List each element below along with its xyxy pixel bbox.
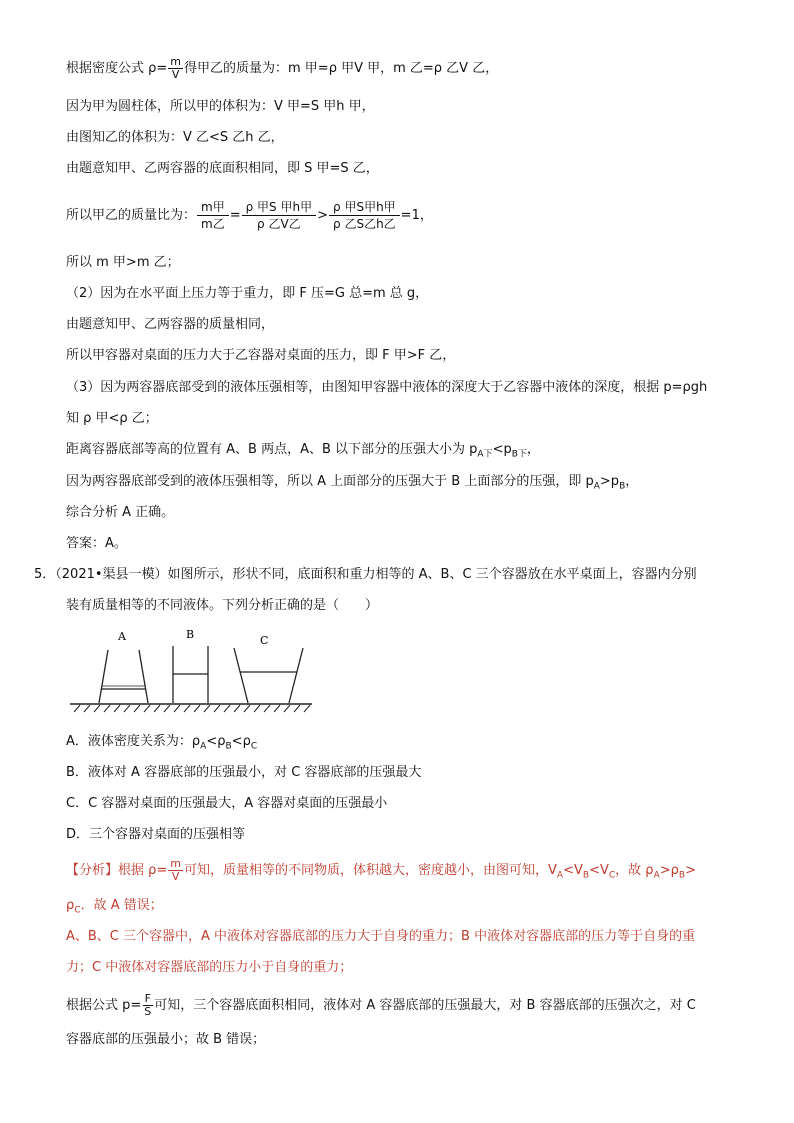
option-d: D．三个容器对桌面的压强相等 bbox=[66, 827, 246, 842]
analysis-line-2: $\rho_C$．故 A 错误； bbox=[66, 898, 163, 916]
analysis-tag: 【分析】 bbox=[66, 863, 119, 878]
fraction-mass-ratio: $\frac{\text{m甲}}{\text{m乙}}$ bbox=[197, 199, 229, 232]
text-line-3: 由图知乙的体积为：V 乙<S 乙h 乙， bbox=[66, 130, 284, 145]
fraction-f-over-s: $\frac{F}{S}$ bbox=[144, 992, 152, 1018]
text-line-1: 根据密度公式 ρ= $\frac{m}{V}$ 得甲乙的质量为：m 甲=ρ 甲V 甲，m 乙=ρ 乙V 乙， bbox=[66, 55, 499, 81]
containers-figure bbox=[68, 626, 314, 716]
text-line-8: 由题意知甲、乙两容器的质量相同， bbox=[66, 317, 275, 332]
container-c bbox=[234, 648, 303, 703]
text-line-2: 因为甲为圆柱体，所以甲的体积为：V 甲=S 甲h 甲， bbox=[66, 99, 375, 114]
text-line-10: （3）因为两容器底部受到的液体压强相等，由图知甲容器中液体的深度大于乙容器中液体的深度，根据 p=ρgh bbox=[66, 380, 708, 395]
option-c: C．C 容器对桌面的压强最大，A 容器对桌面的压强最小 bbox=[66, 796, 388, 811]
text-line-12: 距离容器底部等高的位置有 A、B 两点，A、B 以下部分的压强大小为 $p_{A下}<p_{B下}$， bbox=[66, 442, 540, 460]
text-line-4: 由题意知甲、乙两容器的底面积相同，即 S 甲=S 乙， bbox=[66, 161, 379, 176]
answer-line: 答案：A。 bbox=[66, 536, 127, 551]
fraction-density-area-height: $\frac{\text{ρ 甲S甲h甲}}{\text{ρ 乙S乙h乙}}$ bbox=[329, 199, 400, 232]
analysis-line-1: 【分析】根据 ρ= $\frac{m}{V}$ 可知，质量相等的不同物质，体积越大，密度越小，由图可知，$V_A<V_B<V_C$，故 $\rho_A>\rho_B>$ bbox=[66, 857, 696, 883]
analysis-line-3: A、B、C 三个容器中，A 中液体对容器底部的压力大于自身的重力；B 中液体对容器底部的压力等于自身的重 bbox=[66, 929, 696, 944]
option-b: B．液体对 A 容器底部的压强最小，对 C 容器底部的压强最大 bbox=[66, 765, 422, 780]
text-line-14: 综合分析 A 正确。 bbox=[66, 505, 175, 520]
analysis-line-5: 根据公式 p= $\frac{F}{S}$ 可知，三个容器底面积相同，液体对 A 容器底部的压强最大，对 B 容器底部的压强次之，对 C bbox=[66, 992, 696, 1018]
fraction-density-volume: $\frac{\text{ρ 甲S 甲h甲}}{\text{ρ 乙V乙}}$ bbox=[242, 199, 316, 232]
container-b bbox=[173, 646, 208, 703]
fraction-m-over-v: $\frac{m}{V}$ bbox=[170, 55, 181, 81]
analysis-line-4: 力；C 中液体对容器底部的压力小于自身的重力； bbox=[66, 960, 353, 975]
text-line-7: （2）因为在水平面上压力等于重力，即 F 压=G 总=m 总 g， bbox=[66, 286, 429, 301]
analysis-line-6: 容器底部的压强最小；故 B 错误； bbox=[66, 1032, 266, 1047]
text-line-5-mass-ratio: 所以甲乙的质量比为： $\frac{\text{m甲}}{\text{m乙}}$ = $\frac{\text{ρ 甲S 甲h甲}}{\text{ρ 乙V乙}}$ > $\frac{\text{ρ 甲S甲h甲}}{\text{ρ 乙S乙h乙}}$ =1， bbox=[66, 200, 433, 231]
question-5-line-2: 装有质量相等的不同液体。下列分析正确的是（ ） bbox=[66, 598, 379, 613]
label-a: A bbox=[118, 630, 126, 643]
question-5-line-1: 5．（2021•渠县一模）如图所示，形状不同，底面积和重力相等的 A、B、C 三个容器放在水平桌面上，容器内分别 bbox=[34, 567, 697, 582]
option-a: A．液体密度关系为：$\rho_A<\rho_B<\rho_C$ bbox=[66, 734, 258, 752]
label-b: B bbox=[186, 628, 195, 641]
table-surface bbox=[70, 704, 312, 712]
container-a bbox=[99, 650, 148, 703]
label-c: C bbox=[260, 634, 269, 647]
text-line-6: 所以 m 甲>m 乙； bbox=[66, 255, 180, 270]
fraction-m-over-v-analysis: $\frac{m}{V}$ bbox=[170, 857, 182, 883]
text-line-13: 因为两容器底部受到的液体压强相等，所以 A 上面部分的压强大于 B 上面部分的压强，即 $p_A>p_B$， bbox=[66, 474, 639, 492]
text-line-9: 所以甲容器对桌面的压力大于乙容器对桌面的压力，即 F 甲>F 乙， bbox=[66, 348, 456, 363]
text-line-11: 知 ρ 甲<ρ 乙； bbox=[66, 411, 158, 426]
